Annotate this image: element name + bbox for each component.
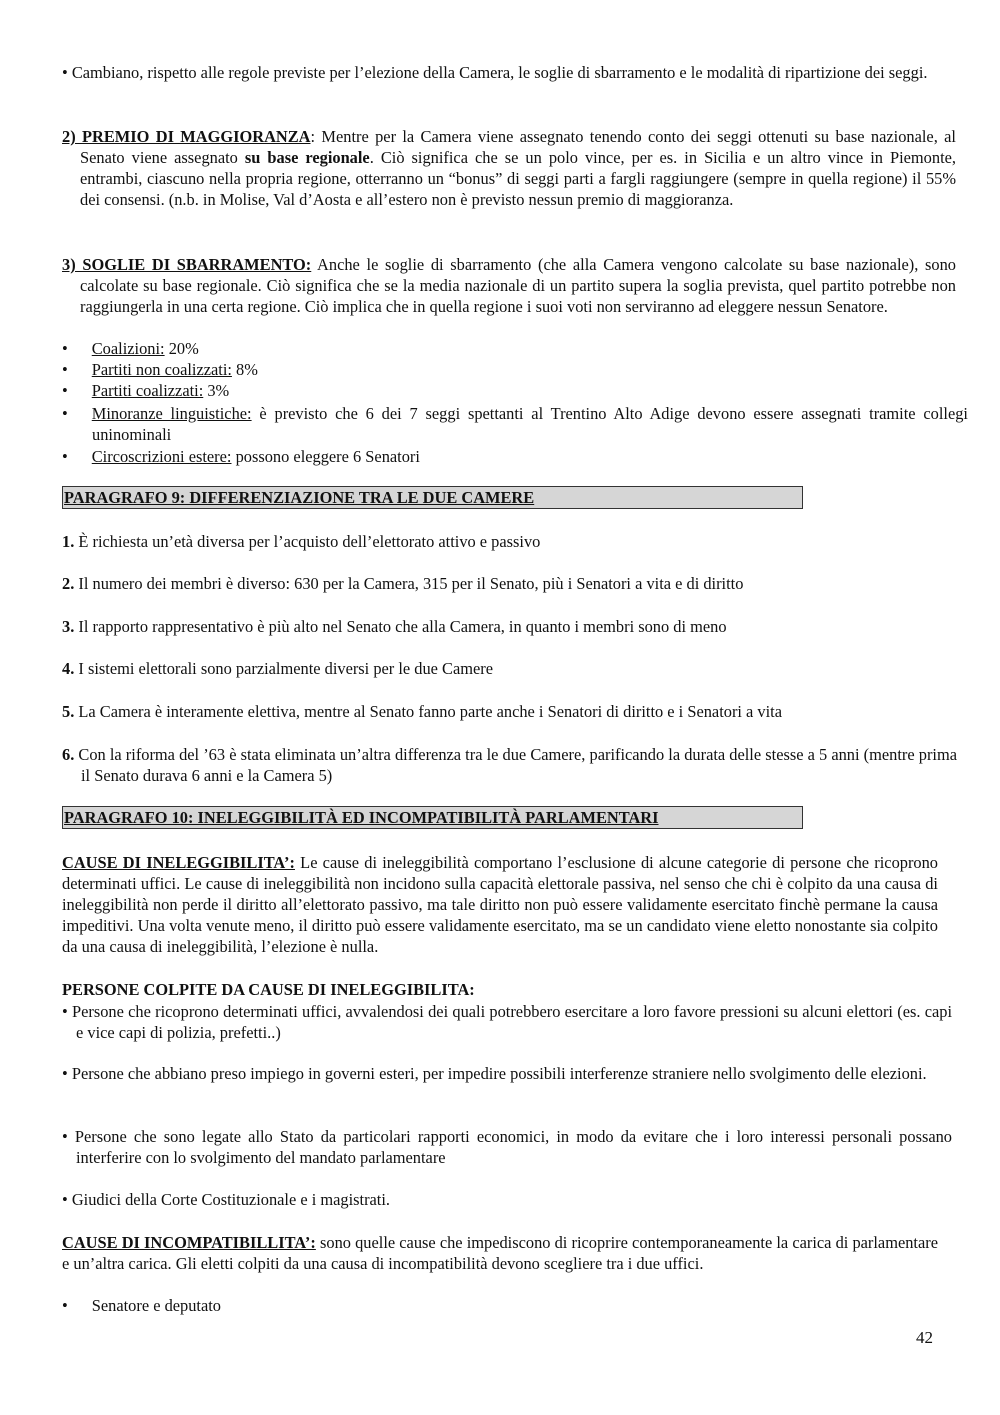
par9-item-number: 3. — [62, 617, 75, 636]
page-number: 42 — [916, 1328, 933, 1347]
soglie-item-label: Partiti non coalizzati: — [91, 360, 232, 379]
par9-item-number: 4. — [62, 659, 75, 678]
par9-item — [62, 573, 957, 594]
ineleggibilita-paragraph — [62, 852, 938, 957]
soglie-item: • Circoscrizioni estere: possono eleggere 6 Senatori — [62, 447, 420, 466]
soglie-item: • Partiti coalizzati: 3% — [62, 381, 230, 400]
persone-item: • Persone che abbiano preso impiego in governi esteri, per impedire possibili interferenze straniere nello svolgimento delle elezioni. — [62, 1064, 927, 1083]
persone-heading: PERSONE COLPITE DA CAUSE DI INELEGGIBILITA: — [62, 980, 475, 999]
soglie-item: • Minoranze linguistiche: è previsto che 6 dei 7 seggi spettanti al Trentino Alto Adige devono essere assegnati tramite collegi uninominali — [62, 404, 968, 444]
soglie-item-text: è previsto che 6 dei 7 seggi spettanti al Trentino Alto Adige devono essere assegnati tramite collegi uninominali — [92, 404, 968, 444]
ineleggibilita-label: CAUSE DI INELEGGIBILITA’: — [62, 853, 295, 872]
incompatibilita-text: sono quelle cause che impediscono di ricoprire contemporaneamente la carica di parlamentare e un’altra carica. Gli eletti colpiti da una causa di incompatibilità devono scegliere tra i due uffici. — [62, 1233, 938, 1273]
par9-item-text: È richiesta un’età diversa per l’acquisto dell’elettorato attivo e passivo — [74, 532, 541, 551]
par9-item-text: I sistemi elettorali sono parzialmente diversi per le due Camere — [74, 659, 494, 678]
soglie-label: 3) SOGLIE DI SBARRAMENTO: — [62, 255, 312, 274]
persone-item: • Persone che ricoprono determinati uffici, avvalendosi dei quali potrebbero esercitare a loro favore pressioni su alcuni elettori (es. capi e vice capi di polizia, prefetti..) — [62, 1002, 952, 1042]
soglie-item-label: Coalizioni: — [91, 339, 165, 358]
premio-text1: : Mentre per la Camera viene assegnato tenendo conto dei seggi ottenuti su base nazionale, al Senato viene assegnato — [80, 127, 956, 167]
incompatibilita-paragraph — [62, 1232, 938, 1274]
soglie-item-text: 3% — [203, 381, 230, 400]
par9-item — [62, 658, 957, 679]
premio-text2: . Ciò significa che se un polo vince, per es. in Sicilia e un altro vince in Piemonte, entrambi, ciascuno nella propria regione, otterranno un “bonus” di seggi parti a fargli raggiungere (sempre in quella regione) il 55% dei consensi. (n.b. in Molise, Val d’Aosta e all’estero non è previsto nessun premio di maggioranza. — [80, 148, 956, 209]
par9-item-text: Il numero dei membri è diverso: 630 per la Camera, 315 per il Senato, più i Senatori a vita e di diritto — [74, 574, 744, 593]
soglie-item-label: Minoranze linguistiche: — [91, 404, 252, 423]
soglie-text: Anche le soglie di sbarramento (che alla Camera vengono calcolate su base nazionale), sono calcolate su base regionale. Ciò significa che se la media nazionale di un partito supera la soglia prevista, quel partito potrebbe non raggiungerla in una certa regione. Ciò implica che in quella regione i suoi voti non serviranno ad eleggere nessun Senatore. — [80, 255, 956, 316]
par9-item-number: 1. — [62, 532, 75, 551]
soglie-item-text: possono eleggere 6 Senatori — [231, 447, 420, 466]
par9-item-number: 5. — [62, 702, 75, 721]
paragrafo-9-title: PARAGRAFO 9: DIFFERENZIAZIONE TRA LE DUE CAMERE — [64, 488, 535, 507]
persone-item: • Giudici della Corte Costituzionale e i magistrati. — [62, 1190, 391, 1209]
par9-item — [62, 531, 957, 552]
par9-item-text: La Camera è interamente elettiva, mentre al Senato fanno parte anche i Senatori di diritto e i Senatori a vita — [74, 702, 782, 721]
paragrafo-10-title: PARAGRAFO 10: INELEGGIBILITÀ ED INCOMPATIBILITÀ PARLAMENTARI — [64, 808, 659, 827]
incompatibilita-item: • Senatore e deputato — [62, 1296, 222, 1315]
soglie-item: • Partiti non coalizzati: 8% — [62, 360, 258, 379]
premio-paragraph — [62, 126, 956, 210]
persone-item: • Persone che sono legate allo Stato da particolari rapporti economici, in modo da evitare che i loro interessi personali possano interferire con lo svolgimento del mandato parlamentare — [62, 1127, 952, 1167]
soglie-item-label: Partiti coalizzati: — [91, 381, 204, 400]
intro-bullet: • Cambiano, rispetto alle regole previste per l’elezione della Camera, le soglie di sbarramento e le modalità di ripartizione dei seggi. — [62, 63, 928, 82]
soglie-item-text: 20% — [164, 339, 199, 358]
premio-label: 2) PREMIO DI MAGGIORANZA — [62, 127, 311, 146]
paragrafo-9-heading — [62, 486, 803, 509]
soglie-item: • Coalizioni: 20% — [62, 339, 199, 358]
incompatibilita-label: CAUSE DI INCOMPATIBILLITA’: — [62, 1233, 316, 1252]
par9-item-text: Il rapporto rappresentativo è più alto nel Senato che alla Camera, in quanto i membri sono di meno — [74, 617, 727, 636]
soglie-paragraph — [62, 254, 956, 317]
ineleggibilita-text: Le cause di ineleggibilità comportano l’esclusione di alcune categorie di persone che ricoprono determinati uffici. Le cause di ineleggibilità non incidono sulla capacità elettorale passiva, nel senso che chi è colpito da una causa di ineleggibilità non perde il diritto all’elettorato passivo, ma tale diritto non può essere validamente esercitato finchè permane la causa impeditivi. Una volta venute meno, il diritto può essere validamente esercitato, ma se un candidato viene eletto nonostante sia colpito da una causa di ineleggibilità, l’elezione è nulla. — [62, 853, 938, 956]
premio-bold: su base regionale — [244, 148, 370, 167]
par9-item — [62, 744, 957, 786]
soglie-item-text: 8% — [231, 360, 258, 379]
par9-item-number: 2. — [62, 574, 75, 593]
incompatibilita-item-text: Senatore e deputato — [91, 1296, 222, 1315]
soglie-item-label: Circoscrizioni estere: — [91, 447, 232, 466]
par9-item-text: Con la riforma del ’63 è stata eliminata un’altra differenza tra le due Camere, parificando la durata delle stesse a 5 anni (mentre prima il Senato durava 6 anni e la Camera 5) — [74, 745, 957, 785]
par9-item — [62, 701, 957, 722]
par9-item-number: 6. — [62, 745, 75, 764]
paragrafo-10-heading — [62, 806, 803, 829]
par9-item — [62, 616, 957, 637]
